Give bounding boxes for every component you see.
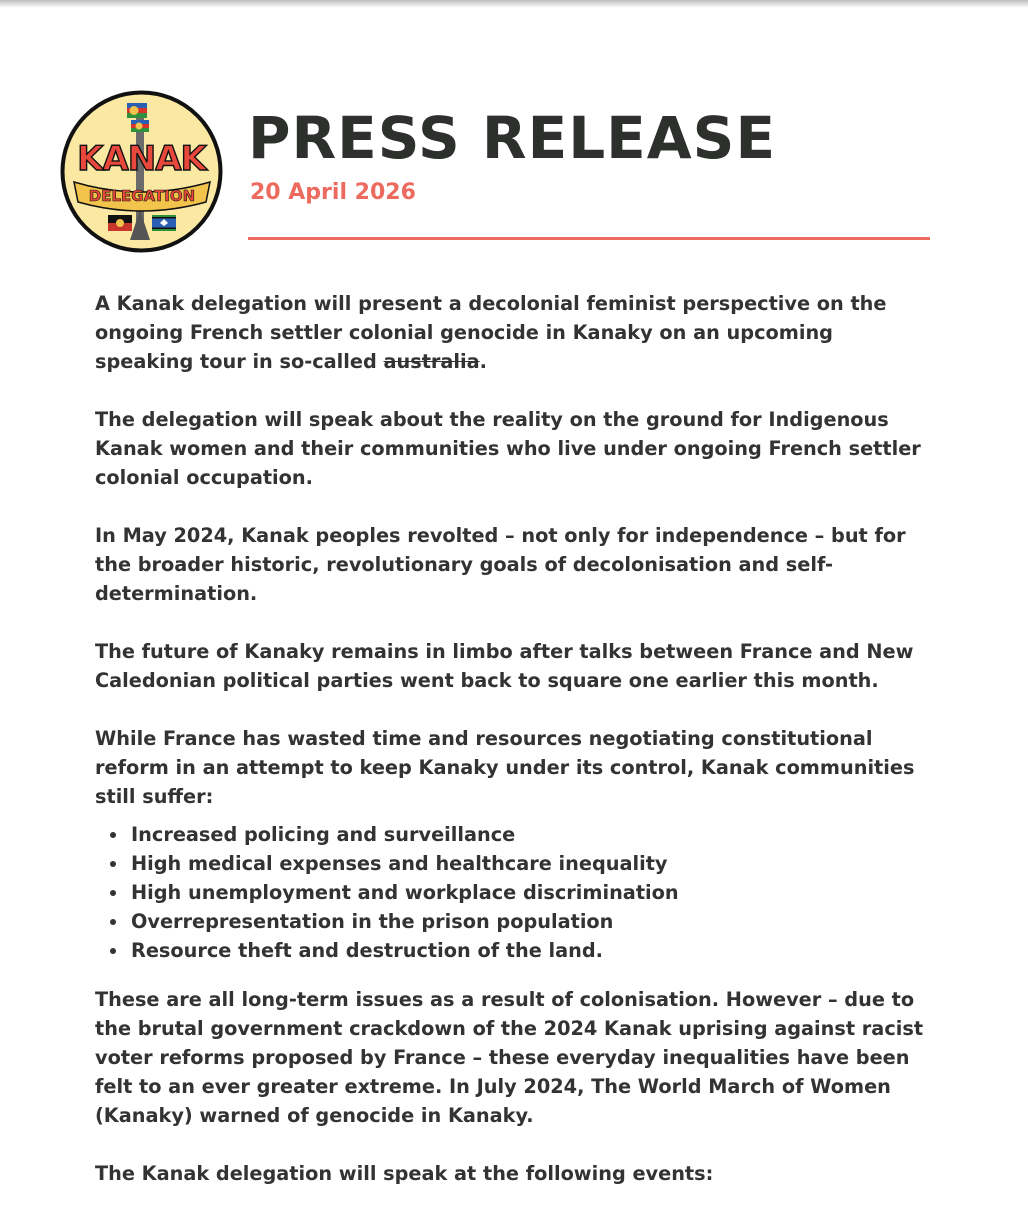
list-item: • Resource theft and destruction of the land.	[129, 936, 935, 965]
logo-delegation-text: DELEGATION	[88, 187, 196, 205]
kanak-delegation-logo	[60, 90, 223, 253]
kanaky-flag-icon-2	[131, 120, 149, 132]
intro-end: .	[479, 350, 487, 373]
list-item: • Increased policing and surveillance	[129, 820, 935, 849]
paragraph-revolt: In May 2024, Kanak peoples revolted – not only for independence – but for the broader historic, revolutionary goals of decolonisation and self-determination.	[95, 524, 906, 605]
logo-kanak-text: KANAK	[77, 139, 206, 179]
paragraph-intro	[95, 289, 935, 376]
release-date: 20 April 2026	[250, 180, 416, 205]
list-item: • Overrepresentation in the prison population	[129, 907, 935, 936]
press-release-body	[95, 289, 935, 1217]
page-top-shadow	[0, 0, 1028, 8]
paragraph-limbo: The future of Kanaky remains in limbo after talks between France and New Caledonian political parties went back to square one earlier this month.	[95, 640, 914, 692]
page-title: PRESS RELEASE	[248, 104, 777, 172]
intro-text: A Kanak delegation will present a decolonial feminist perspective on the ongoing French settler colonial genocide in Kanaky on an upcoming speaking tour in so-called	[95, 292, 887, 373]
aboriginal-flag-icon	[108, 215, 132, 231]
header-divider	[248, 237, 930, 240]
paragraph-delegation: The delegation will speak about the reality on the ground for Indigenous Kanak women and their communities who live under ongoing French settler colonial occupation.	[95, 408, 921, 489]
paragraph-colonisation: These are all long-term issues as a result of colonisation. However – due to the brutal government crackdown of the 2024 Kanak uprising against racist voter reforms proposed by France – these everyday inequalities have been felt to an ever greater extreme. In July 2024, The World March of Women (Kanaky) warned of genocide in Kanaky.	[95, 988, 924, 1127]
issues-list	[95, 820, 935, 965]
paragraph-suffer: While France has wasted time and resources negotiating constitutional reform in an attempt to keep Kanaky under its control, Kanak communities still suffer:	[95, 727, 915, 808]
list-item: • High unemployment and workplace discrimination	[129, 878, 935, 907]
struck-word: australia	[383, 350, 480, 373]
header	[248, 98, 930, 205]
list-item: • High medical expenses and healthcare inequality	[129, 849, 935, 878]
torres-strait-flag-icon	[152, 215, 176, 231]
paragraph-events: The Kanak delegation will speak at the following events:	[95, 1162, 714, 1185]
kanaky-flag-icon	[127, 103, 147, 118]
